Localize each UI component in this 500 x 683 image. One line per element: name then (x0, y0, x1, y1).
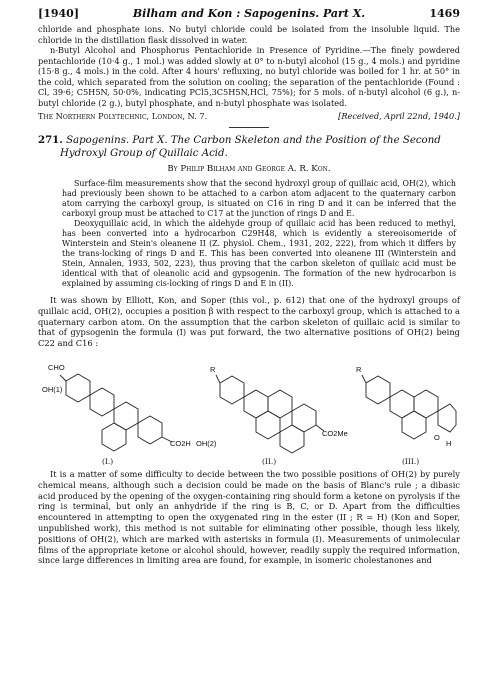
group-co2me: CO2Me (322, 428, 348, 438)
affiliation: The Northern Polytechnic, London, N. 7. (38, 111, 208, 121)
formula-3-skeleton (366, 376, 456, 439)
article-title-text: Sapogenins. Part X. The Carbon Skeleton and the Position of the Second Hydroxyl Group of Quillaic Acid. (60, 135, 441, 159)
top-paragraph-2: n-Butyl Alcohol and Phosphorus Pentachloride in Presence of Pyridine.—The finely powdered pentachloride (10·4 g., 1 mol.) was added slowly at 0° to n-butyl alcohol (15 g., 4 mols.) and pyridine (15·8 g., 4 mols.) in the cold. After 4 hours' refluxing, no butyl chloride was boiled for 1 hr. at 50° in the cold, which separated from the solution on cooling; the separation of the pentachloride (Found : Cl, 39·6; C5H5N, 50·0%, indicating PCl5,3C5H5N,HCl, 75%); for 5 mols. of n-butyl alcohol (6 g.), n-butyl chloride (2 g.), butyl phosphate, and n-butyl phosphate was isolated. (38, 45, 460, 108)
running-header (38, 4, 460, 24)
group-oh2: OH(2) (196, 438, 217, 448)
group-co2h: CO2H (170, 438, 191, 448)
article-title (38, 134, 460, 160)
journal-page (0, 4, 500, 683)
header-running-title: Bilham and Kon : Sapogenins. Part X. (132, 7, 366, 20)
formula-1-skeleton (66, 374, 162, 451)
header-year: [1940] (38, 7, 80, 20)
address-line (38, 109, 460, 123)
article-authors: By Philip Bilham and George A. R. Kon. (167, 164, 331, 174)
top-paragraph-1: chloride and phosphate ions. No butyl chloride could be isolated from the insoluble liquid. The chloride in the distillation flask dissolved in water. (38, 24, 460, 45)
header-page-number: 1469 (429, 7, 460, 20)
structural-formulae (38, 353, 460, 469)
figure-label-3: (III.) (402, 456, 420, 466)
section-divider (229, 127, 269, 128)
figure-label-1: (I.) (102, 456, 114, 466)
figure-label-2: (II.) (262, 456, 277, 466)
article-number: 271. (38, 134, 63, 146)
formula-2-skeleton (220, 376, 316, 453)
abstract-paragraph-1: Surface-film measurements show that the second hydroxyl group of quillaic acid, OH(2), which had previously been shown to be attached to a carbon atom adjacent to the quaternary carbon atom carrying the carboxyl group, is situated on C16 in ring D and it can be inferred that the carboxyl group must be attached to C17 at the junction of rings D and E. (62, 179, 456, 218)
group-r-formula-2: R (210, 364, 216, 374)
group-oh1: OH(1) (42, 384, 63, 394)
group-cho: CHO (48, 362, 65, 372)
group-h: H (446, 438, 452, 448)
article-body (38, 295, 460, 566)
abstract (62, 179, 456, 289)
formulae-drawing (38, 353, 460, 469)
body-paragraph-2: It is a matter of some difficulty to decide between the two possible positions of OH(2) by purely chemical means, although such a decision could be made on the basis of Blanc's rule ; a dibasic acid produced by the opening of the oxygen-containing ring should form a ketone on pyrolysis if the ring is terminal, but only an anhydride if the ring is B, C, or D. Apart from the difficulties encountered in attempting to open the oxygenated ring in the ester (II ; R = H) (Kon and Soper, unpublished work), this method is not suitable for eliminating other possible, though less likely, positions of OH(2), which are marked with asterisks in formula (I). Measurements of unimolecular films of the appropriate ketone or alcohol should, however, readily supply the required information, since large differences in limiting area are found, for example, in isomeric cholestanones and (38, 468, 460, 566)
body-paragraph-1: It was shown by Elliott, Kon, and Soper (this vol., p. 612) that one of the hydroxyl groups of quillaic acid, OH(2), occupies a position β with respect to the carboxyl group, which is attached to a quaternary carbon atom. On the assumption that the carbon skeleton of quillaic acid is similar to that of gypsogenin the formula (I) was put forward, the two alternative positions of OH(2) being C22 and C16 : (38, 295, 460, 349)
group-r-formula-3: R (356, 364, 362, 374)
abstract-paragraph-2: Deoxyquillaic acid, in which the aldehyde group of quillaic acid has been reduced to methyl, has been converted into a hydrocarbon C29H48, which is evidently a stereoisomeride of Winterstein and Stein's oleanene II (Z. physiol. Chem., 1931, 202, 222), from which it differs by the trans-locking of rings D and E. This has been converted into oleanene III (Winterstein and Stein, Annalen, 1933, 502, 223), thus proving that the carbon skeleton of quillaic acid must be identical with that of oleanolic acid and gypsogenin. The formation of the new hydrocarbon is explained by assuming cis-locking of rings D and E in (II). (62, 219, 456, 288)
received-date: [Received, April 22nd, 1940.] (338, 111, 460, 121)
group-o: O (434, 432, 440, 442)
